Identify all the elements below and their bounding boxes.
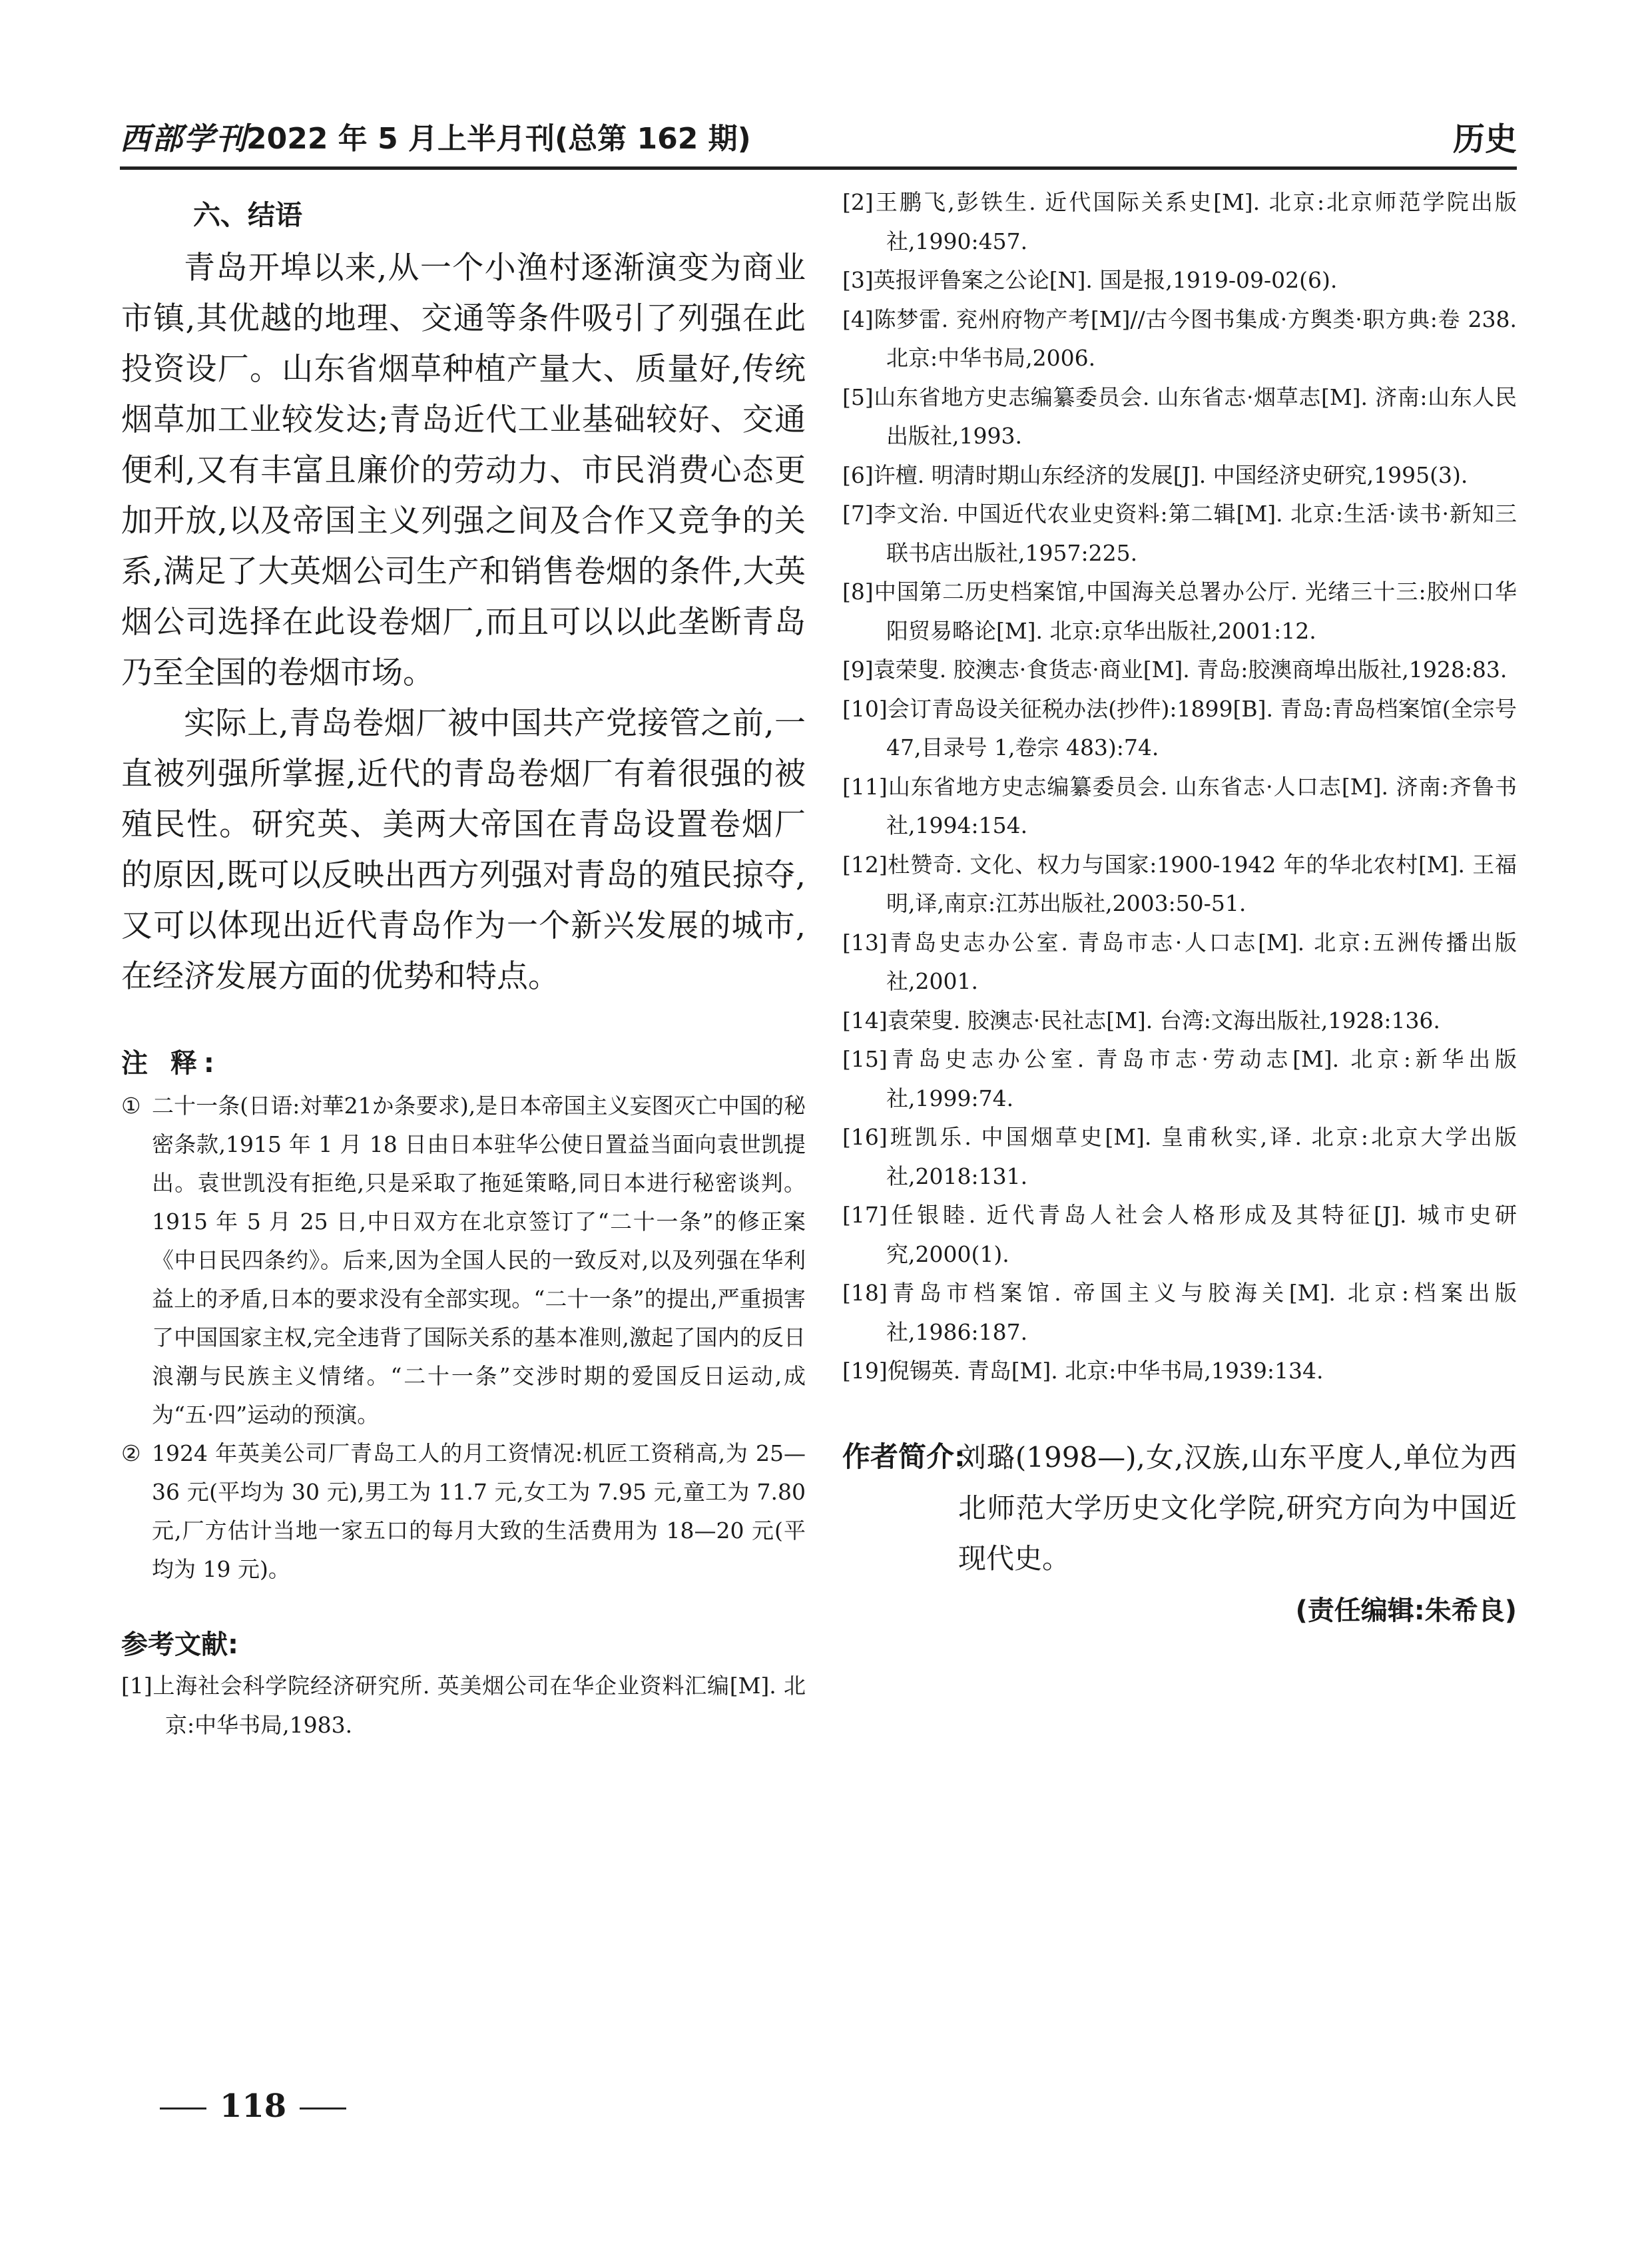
page-number xyxy=(146,2088,360,2125)
reference-19 xyxy=(842,1352,1517,1391)
ref-text: 青岛史志办公室. 青岛市志·劳动志[M]. 北京:新华出版社,1999:74. xyxy=(886,1046,1517,1111)
conclusion-paragraph-2: 实际上,青岛卷烟厂被中国共产党接管之前,一直被列强所掌握,近代的青岛卷烟厂有着很强的被殖民性。研究英、美两大帝国在青岛设置卷烟厂的原因,既可以反映出西方列强对青岛的殖民掠夺,又可以体现出近代青岛作为一个新兴发展的城市,在经济发展方面的优势和特点。 xyxy=(121,705,806,995)
note-mark: ② xyxy=(121,1440,141,1466)
ref-number: [13] xyxy=(842,929,888,956)
reference-10 xyxy=(842,690,1517,768)
note-2 xyxy=(121,1434,806,1589)
header-rule xyxy=(120,166,1517,170)
ref-text: 袁荣叟. 胶澳志·民社志[M]. 台湾:文海出版社,1928:136. xyxy=(887,1007,1440,1033)
note-mark: ① xyxy=(121,1093,141,1119)
page-number-text: 118 xyxy=(220,2088,287,2125)
ref-number: [12] xyxy=(842,851,888,878)
reference-9 xyxy=(842,651,1517,690)
ref-text: 上海社会科学院经济研究所. 英美烟公司在华企业资料汇编[M]. 北京:中华书局,1983. xyxy=(152,1673,806,1738)
dash-left xyxy=(160,2107,206,2109)
ref-text: 中国第二历史档案馆,中国海关总署办公厅. 光绪三十三:胶州口华阳贸易略论[M]. 北京:京华出版社,2001:12. xyxy=(873,579,1517,644)
dash-right xyxy=(300,2107,346,2109)
reference-18 xyxy=(842,1274,1517,1352)
ref-text: 青岛市档案馆. 帝国主义与胶海关[M]. 北京:档案出版社,1986:187. xyxy=(886,1280,1517,1345)
reference-13 xyxy=(842,924,1517,1001)
ref-text: 李文治. 中国近代农业史资料:第二辑[M]. 北京:生活·读书·新知三联书店出版社,1957:225. xyxy=(873,501,1517,566)
note-text: 1924 年英美公司厂青岛工人的月工资情况:机匠工资稍高,为 25—36 元(平均为 30 元),男工为 11.7 元,女工为 7.95 元,童工为 7.80 元,厂方估计当地一家五口的每月大致的生活费用为 18—20 元(平均为 19 元)。 xyxy=(152,1440,806,1582)
ref-text: 班凯乐. 中国烟草史[M]. 皇甫秋实,译. 北京:北京大学出版社,2018:131. xyxy=(886,1124,1517,1189)
ref-number: [1] xyxy=(121,1673,152,1699)
ref-text: 袁荣叟. 胶澳志·食货志·商业[M]. 青岛:胶澳商埠出版社,1928:83. xyxy=(873,657,1508,683)
conclusion-paragraph-1: 青岛开埠以来,从一个小渔村逐渐演变为商业市镇,其优越的地理、交通等条件吸引了列强在此投资设厂。山东省烟草种植产量大、质量好,传统烟草加工业较发达;青岛近代工业基础较好、交通便利,又有丰富且廉价的劳动力、市民消费心态更加开放,以及帝国主义列强之间及合作又竞争的关系,满足了大英烟公司生产和销售卷烟的条件,大英烟公司选择在此设卷烟厂,而且可以以此垄断青岛乃至全国的卷烟市场。 xyxy=(121,250,806,691)
ref-number: [6] xyxy=(842,461,874,488)
ref-text: 许檀. 明清时期山东经济的发展[J]. 中国经济史研究,1995(3). xyxy=(873,461,1468,488)
note-text: 二十一条(日语:対華21か条要求),是日本帝国主义妄图灭亡中国的秘密条款,1915 年 1 月 18 日由日本驻华公使日置益当面向袁世凯提出。袁世凯没有拒绝,只是采取了拖延策略,同日本进行秘密谈判。1915 年 5 月 25 日,中日双方在北京签订了“二十一条”的修正案《中日民四条约》。后来,因为全国人民的一致反对,以及列强在华利益上的矛盾,日本的要求没有全部实现。“二十一条”的提出,严重损害了中国国家主权,完全违背了国际关系的基本准则,激起了国内的反日浪潮与民族主义情绪。“二十一条”交涉时期的爱国反日运动,成为“五·四”运动的预演。 xyxy=(152,1093,806,1428)
ref-text: 会订青岛设关征税办法(抄件):1899[B]. 青岛:青岛档案馆(全宗号 47,目录号 1,卷宗 483):74. xyxy=(886,695,1517,760)
reference-14 xyxy=(842,1001,1517,1041)
ref-number: [4] xyxy=(842,306,874,332)
author-bio xyxy=(842,1432,1517,1584)
ref-number: [9] xyxy=(842,657,874,683)
ref-number: [7] xyxy=(842,501,874,527)
ref-text: 杜赞奇. 文化、权力与国家:1900-1942 年的华北农村[M]. 王福明,译,南京:江苏出版社,2003:50-51. xyxy=(886,851,1517,916)
section-label: 历史 xyxy=(1452,121,1517,158)
reference-12 xyxy=(842,846,1517,924)
editor-credit: (责任编辑:朱希良) xyxy=(1295,1595,1517,1626)
ref-number: [3] xyxy=(842,267,874,293)
reference-6 xyxy=(842,456,1517,495)
note-1 xyxy=(121,1087,806,1434)
ref-number: [16] xyxy=(842,1124,888,1150)
reference-11 xyxy=(842,768,1517,846)
reference-17 xyxy=(842,1196,1517,1274)
author-text: 刘璐(1998—),女,汉族,山东平度人,单位为西北师范大学历史文化学院,研究方向为中国近现代史。 xyxy=(958,1440,1517,1575)
ref-text: 王鹏飞,彭铁生. 近代国际关系史[M]. 北京:北京师范学院出版社,1990:457. xyxy=(873,189,1517,254)
ref-number: [17] xyxy=(842,1202,888,1228)
reference-3 xyxy=(842,261,1517,300)
ref-number: [14] xyxy=(842,1007,888,1033)
ref-number: [2] xyxy=(842,189,874,215)
left-column xyxy=(121,183,806,1745)
ref-text: 青岛史志办公室. 青岛市志·人口志[M]. 北京:五洲传播出版社,2001. xyxy=(886,929,1517,994)
ref-number: [15] xyxy=(842,1046,888,1072)
reference-16 xyxy=(842,1118,1517,1196)
issue-info: 2022 年 5 月上半月刊(总第 162 期) xyxy=(246,122,751,156)
reference-5 xyxy=(842,378,1517,456)
reference-4 xyxy=(842,300,1517,378)
ref-number: [5] xyxy=(842,384,874,410)
journal-logo: 西部学刊 xyxy=(120,121,248,156)
reference-7 xyxy=(842,495,1517,573)
reference-1 xyxy=(121,1667,806,1745)
author-label: 作者简介: xyxy=(842,1440,965,1473)
ref-text: 山东省地方史志编纂委员会. 山东省志·烟草志[M]. 济南:山东人民出版社,1993. xyxy=(873,384,1517,449)
reference-2 xyxy=(842,183,1517,261)
notes-heading: 注 释: xyxy=(121,1048,221,1079)
ref-number: [8] xyxy=(842,579,874,605)
ref-number: [10] xyxy=(842,695,888,722)
reference-8 xyxy=(842,573,1517,651)
ref-number: [18] xyxy=(842,1280,888,1306)
ref-text: 英报评鲁案之公论[N]. 国是报,1919-09-02(6). xyxy=(873,267,1338,293)
ref-number: [19] xyxy=(842,1358,888,1384)
right-column xyxy=(842,183,1517,1627)
ref-number: [11] xyxy=(842,773,888,800)
ref-text: 任银睦. 近代青岛人社会人格形成及其特征[J]. 城市史研究,2000(1). xyxy=(886,1202,1517,1267)
page-header xyxy=(120,113,1517,160)
ref-text: 山东省地方史志编纂委员会. 山东省志·人口志[M]. 济南:齐鲁书社,1994:154. xyxy=(886,773,1517,838)
ref-text: 倪锡英. 青岛[M]. 北京:中华书局,1939:134. xyxy=(887,1358,1324,1384)
reference-15 xyxy=(842,1040,1517,1118)
ref-text: 陈梦雷. 兖州府物产考[M]//古今图书集成·方舆类·职方典:卷 238. 北京:中华书局,2006. xyxy=(873,306,1517,371)
references-heading: 参考文献: xyxy=(121,1629,238,1660)
conclusion-heading: 六、结语 xyxy=(193,199,302,231)
